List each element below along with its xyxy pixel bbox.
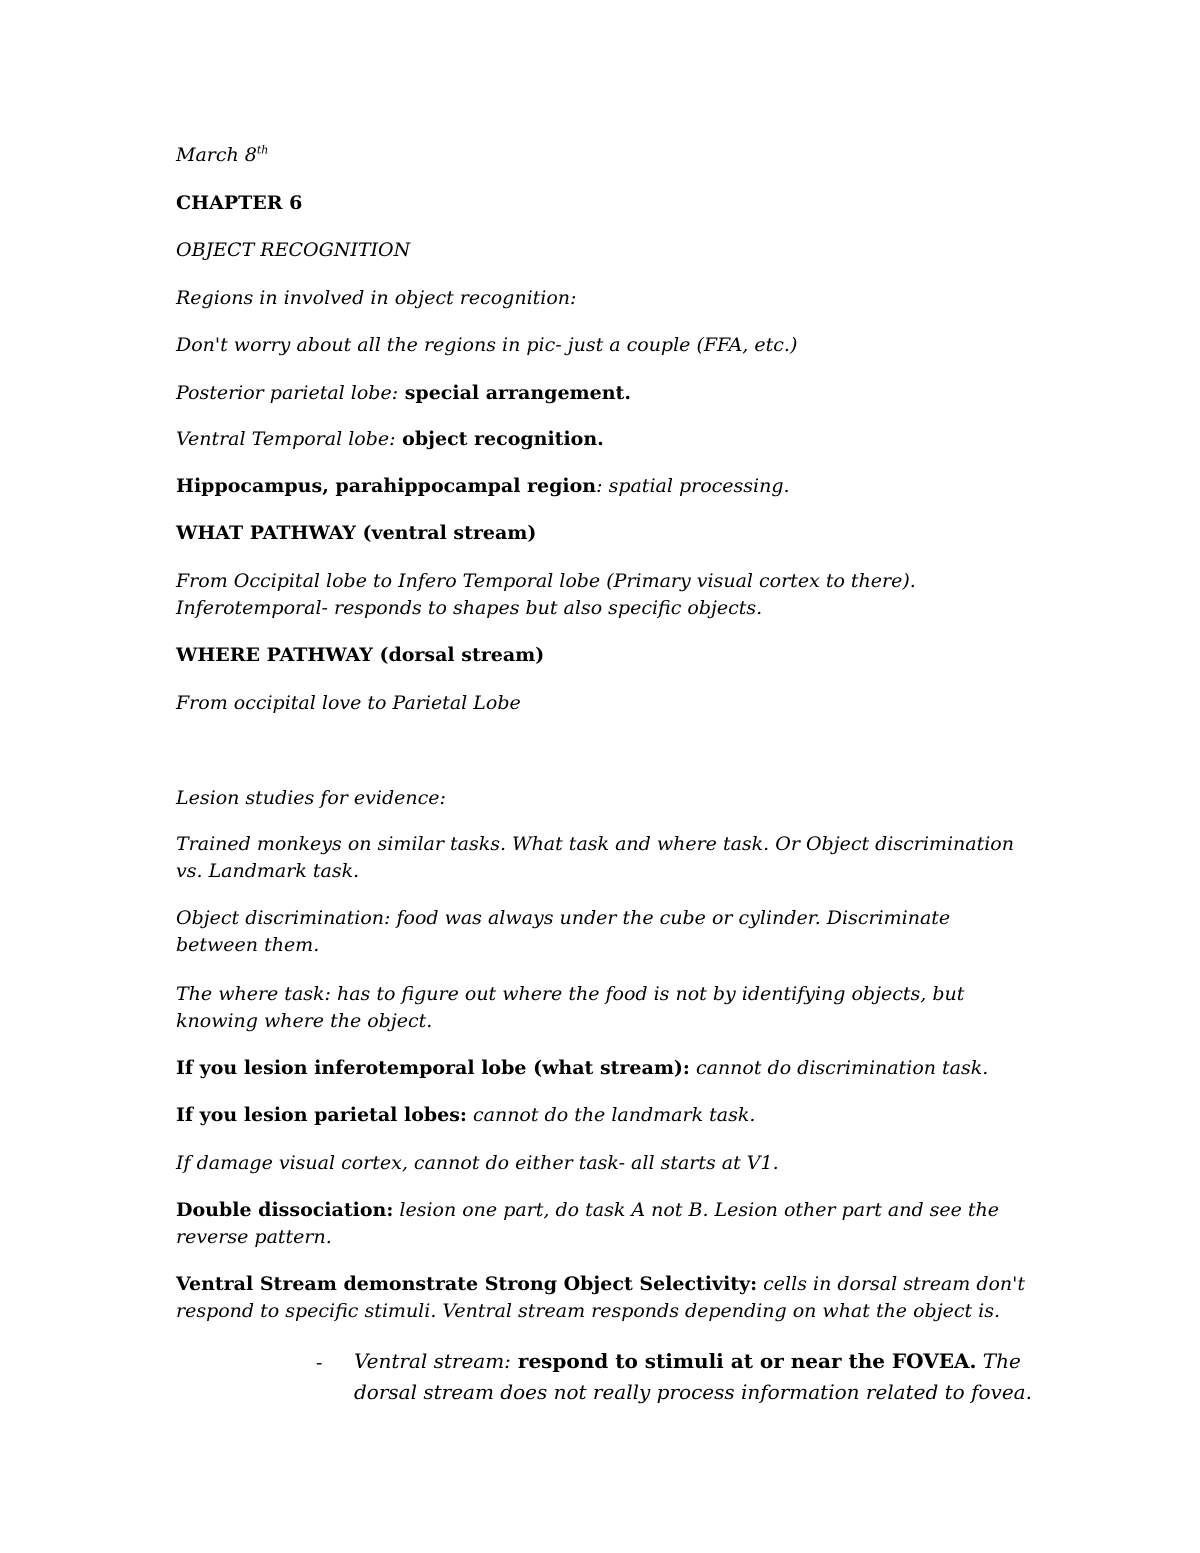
ventral-temporal-value: object recognition. bbox=[395, 428, 604, 450]
lesion-parietal-value: cannot do the landmark task. bbox=[466, 1104, 756, 1126]
lesion-parietal-line bbox=[176, 1102, 1036, 1129]
posterior-value: special arrangement. bbox=[398, 382, 631, 404]
lesion-it-value: cannot do discrimination task. bbox=[689, 1057, 989, 1079]
where-pathway-line-1: From occipital love to Parietal Lobe bbox=[176, 692, 521, 714]
date-text: March 8 bbox=[176, 144, 257, 166]
chapter-heading: CHAPTER 6 bbox=[176, 192, 303, 214]
double-dissociation-label: Double dissociation: bbox=[176, 1199, 394, 1221]
lesion-inferotemporal-line bbox=[176, 1055, 1036, 1082]
object-discrimination-paragraph: Object discrimination: food was always under the cube or cylinder. Discriminate between them. bbox=[176, 907, 951, 956]
lesion-heading: Lesion studies for evidence: bbox=[176, 787, 446, 809]
hippocampus-value: : spatial processing. bbox=[596, 475, 790, 497]
date-line bbox=[176, 142, 1036, 169]
bullet-dash: - bbox=[316, 1352, 323, 1374]
ventral-selectivity-value: cells in dorsal stream don't respond to specific stimuli. Ventral stream responds depending on what the object is. bbox=[176, 1273, 1026, 1322]
section-title: OBJECT RECOGNITION bbox=[176, 239, 411, 261]
ventral-temporal-label: Ventral Temporal lobe: bbox=[176, 428, 396, 450]
trained-monkeys-paragraph: Trained monkeys on similar tasks. What task and where task. Or Object discrimination vs. Landmark task. bbox=[176, 833, 1014, 882]
lesion-it-label: If you lesion inferotemporal lobe (what stream): bbox=[176, 1057, 690, 1079]
hippocampus-label: Hippocampus, parahippocampal region bbox=[176, 475, 597, 497]
where-pathway-heading: WHERE PATHWAY (dorsal stream) bbox=[176, 644, 545, 666]
double-dissociation-value: lesion one part, do task A not B. Lesion other part and see the reverse pattern. bbox=[176, 1199, 1000, 1248]
posterior-label: Posterior parietal lobe: bbox=[176, 382, 399, 404]
what-pathway-line-1: From Occipital lobe to Infero Temporal lobe (Primary visual cortex to there). bbox=[176, 570, 916, 592]
ventral-temporal-line bbox=[176, 426, 1036, 453]
regions-heading: Regions in involved in object recognition: bbox=[176, 287, 577, 309]
lesion-parietal-label: If you lesion parietal lobes: bbox=[176, 1104, 467, 1126]
what-pathway-line-2: Inferotemporal- responds to shapes but also specific objects. bbox=[176, 597, 763, 619]
where-task-paragraph: The where task: has to figure out where the food is not by identifying objects, but knowing where the object. bbox=[176, 983, 965, 1032]
bullet-rest: The dorsal stream does not really process information related to fovea. bbox=[354, 1349, 1032, 1404]
ventral-selectivity-paragraph bbox=[176, 1271, 1036, 1325]
damage-visual-line: If damage visual cortex, cannot do either task- all starts at V1. bbox=[176, 1152, 779, 1174]
regions-note: Don't worry about all the regions in pic- just a couple (FFA, etc.) bbox=[176, 334, 798, 356]
bullet-item bbox=[354, 1346, 1034, 1408]
date-superscript: th bbox=[256, 143, 269, 157]
double-dissociation-paragraph bbox=[176, 1197, 1036, 1251]
bullet-bold: respond to stimuli at or near the FOVEA. bbox=[510, 1349, 977, 1373]
hippocampus-line bbox=[176, 473, 1036, 500]
what-pathway-heading: WHAT PATHWAY (ventral stream) bbox=[176, 522, 537, 544]
ventral-selectivity-label: Ventral Stream demonstrate Strong Object Selectivity: bbox=[176, 1273, 758, 1295]
bullet-label: Ventral stream: bbox=[354, 1349, 511, 1373]
posterior-parietal-line bbox=[176, 380, 1036, 407]
